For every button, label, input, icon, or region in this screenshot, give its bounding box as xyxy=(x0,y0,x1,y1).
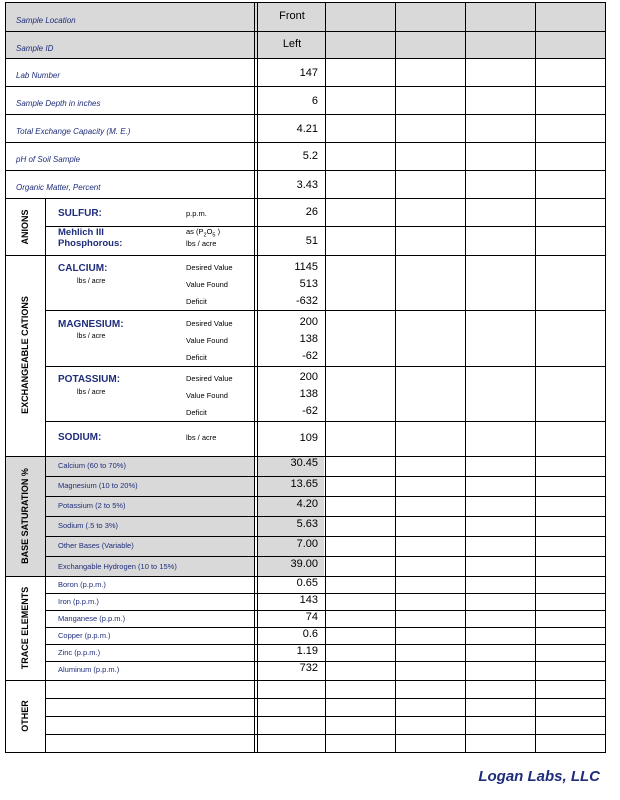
magnesium-deficit-value: -62 xyxy=(302,350,318,362)
potassium-name: POTASSIUM: xyxy=(58,374,121,385)
sample-id-value: Left xyxy=(282,38,302,50)
tec-value: 4.21 xyxy=(296,123,318,135)
iron-value: 143 xyxy=(299,594,318,606)
bs-other-value: 7.00 xyxy=(296,538,318,550)
trace-elements-section-label: TRACE ELEMENTS xyxy=(20,586,30,670)
potassium-desired-value: 200 xyxy=(299,371,318,383)
bs-hydrogen-label: Exchangable Hydrogen (10 to 15%) xyxy=(58,562,177,571)
phosphorous-unit-formula: as ($P_2O_5$ ) xyxy=(186,227,221,239)
magnesium-desired-value: 200 xyxy=(299,316,318,328)
tec-label: Total Exchange Capacity (M. E.) xyxy=(16,127,131,136)
bs-potassium-label: Potassium (2 to 5%) xyxy=(58,501,126,510)
sample-location-label: Sample Location xyxy=(16,16,76,25)
potassium-found-value: 138 xyxy=(299,388,318,400)
magnesium-found-value: 138 xyxy=(299,333,318,345)
calcium-unit: lbs / acre xyxy=(77,278,106,285)
bs-magnesium-value: 13.65 xyxy=(290,478,318,490)
calcium-deficit-label: Deficit xyxy=(186,297,207,306)
sulfur-value: 26 xyxy=(305,206,318,218)
bs-calcium-value: 30.45 xyxy=(290,457,318,469)
potassium-unit: lbs / acre xyxy=(77,389,106,396)
bs-other-label: Other Bases (Variable) xyxy=(58,541,134,550)
iron-label: Iron (p.p.m.) xyxy=(58,597,99,606)
sample-depth-label: Sample Depth in inches xyxy=(16,99,101,108)
aluminum-label: Aluminum (p.p.m.) xyxy=(58,665,120,674)
bs-potassium-value: 4.20 xyxy=(296,498,318,510)
sodium-value: 109 xyxy=(299,432,318,444)
magnesium-desired-label: Desired Value xyxy=(186,319,233,328)
other-section-label: OTHER xyxy=(20,700,30,732)
sulfur-name: SULFUR: xyxy=(58,208,102,219)
lab-number-label: Lab Number xyxy=(16,71,61,80)
potassium-found-label: Value Found xyxy=(186,391,228,400)
calcium-found-value: 513 xyxy=(299,278,318,290)
potassium-desired-label: Desired Value xyxy=(186,374,233,383)
bs-hydrogen-value: 39.00 xyxy=(290,558,318,570)
copper-label: Copper (p.p.m.) xyxy=(58,631,111,640)
magnesium-unit: lbs / acre xyxy=(77,333,106,340)
potassium-deficit-value: -62 xyxy=(302,405,318,417)
manganese-label: Manganese (p.p.m.) xyxy=(58,614,126,623)
sodium-unit: lbs / acre xyxy=(186,433,217,442)
sulfur-unit: p.p.m. xyxy=(186,209,207,218)
calcium-name: CALCIUM: xyxy=(58,263,108,274)
ph-label: pH of Soil Sample xyxy=(16,155,81,164)
lab-number-value: 147 xyxy=(299,67,318,79)
magnesium-name: MAGNESIUM: xyxy=(58,319,124,330)
anions-section-label: ANIONS xyxy=(20,209,30,245)
sample-id-label: Sample ID xyxy=(16,44,54,53)
cations-section-label: EXCHANGEABLE CATIONS xyxy=(20,296,30,414)
bs-magnesium-label: Magnesium (10 to 20%) xyxy=(58,481,138,490)
calcium-found-label: Value Found xyxy=(186,280,228,289)
phosphorous-value: 51 xyxy=(305,235,318,247)
ph-value: 5.2 xyxy=(302,150,318,162)
boron-value: 0.65 xyxy=(296,577,318,589)
sodium-name: SODIUM: xyxy=(58,432,102,443)
magnesium-deficit-label: Deficit xyxy=(186,353,207,362)
bs-calcium-label: Calcium (60 to 70%) xyxy=(58,461,126,470)
calcium-desired-value: 1145 xyxy=(294,261,318,273)
calcium-deficit-value: -632 xyxy=(295,295,318,307)
manganese-value: 74 xyxy=(305,611,318,623)
zinc-label: Zinc (p.p.m.) xyxy=(58,648,101,657)
organic-matter-value: 3.43 xyxy=(296,179,318,191)
aluminum-value: 732 xyxy=(299,662,318,674)
sample-depth-value: 6 xyxy=(311,95,318,107)
sample-location-value: Front xyxy=(279,10,305,22)
phosphorous-name: Phosphorous: xyxy=(58,238,123,249)
potassium-deficit-label: Deficit xyxy=(186,408,207,417)
zinc-value: 1.19 xyxy=(296,645,318,657)
company-name: Logan Labs, LLC xyxy=(478,768,600,785)
bs-sodium-value: 5.63 xyxy=(296,518,318,530)
copper-value: 0.6 xyxy=(302,628,318,640)
mehlich-label: Mehlich III xyxy=(58,227,104,238)
calcium-desired-label: Desired Value xyxy=(186,263,233,272)
organic-matter-label: Organic Matter, Percent xyxy=(16,183,101,192)
phosphorous-unit: lbs / acre xyxy=(186,239,217,248)
boron-label: Boron (p.p.m.) xyxy=(58,580,106,589)
magnesium-found-label: Value Found xyxy=(186,336,228,345)
bs-sodium-label: Sodium (.5 to 3%) xyxy=(58,521,119,530)
base-saturation-section-label: BASE SATURATION % xyxy=(20,468,30,564)
